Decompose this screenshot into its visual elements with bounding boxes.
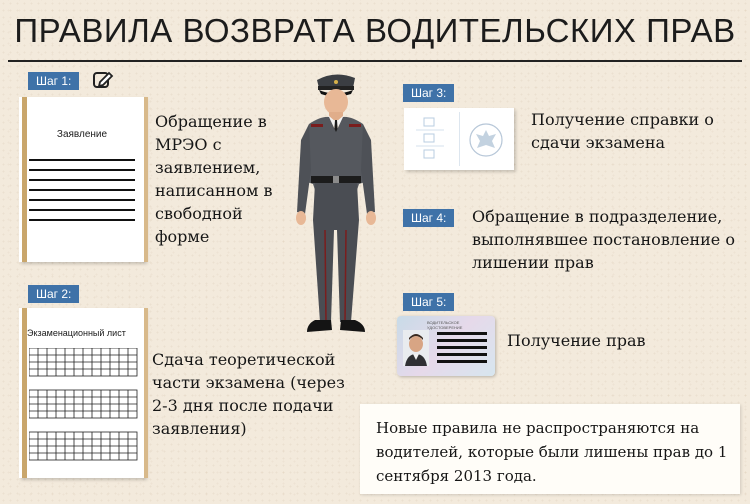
step-4-badge: Шаг 4: [403, 209, 454, 227]
application-document [19, 97, 145, 262]
step-5-badge: Шаг 5: [403, 293, 454, 311]
step-3-badge: Шаг 3: [403, 84, 454, 102]
certificate-stamp-marks [416, 116, 444, 162]
page-title: ПРАВИЛА ВОЗВРАТА ВОДИТЕЛЬСКИХ ПРАВ [14, 12, 736, 49]
eagle-emblem-icon [468, 122, 504, 158]
license-photo [403, 330, 429, 366]
step-2-text: Сдача теоретической части экзамена (через 2-3 дня после подачи заявления) [152, 350, 345, 438]
application-title: Заявление [56, 129, 108, 140]
step-5-text: Получение прав [507, 331, 646, 350]
exam-sheet-title: Экзаменационный лист [27, 328, 126, 338]
license-text-lines [437, 332, 487, 363]
title-divider [8, 60, 742, 62]
step-2-badge: Шаг 2: [28, 285, 79, 303]
note-text: Новые правила не распространяются на водителей, которые были лишены прав до 1 сентября 2013 года. [376, 419, 728, 485]
step-1-badge: Шаг 1: [28, 72, 79, 90]
edit-icon [92, 70, 114, 90]
exam-sheet-document [19, 308, 145, 478]
license-header: ВОДИТЕЛЬСКОЕ УДОСТОВЕРЕНИЕ [427, 320, 463, 330]
note-box [360, 404, 740, 494]
police-officer-illustration [285, 70, 385, 338]
application-lines [29, 159, 135, 222]
exam-sheet-grid [29, 348, 139, 470]
step-1-text: Обращение в МРЭО с заявлением, написанном в свободной форме [155, 112, 273, 246]
driver-license-card [397, 316, 495, 376]
step-4-text: Обращение в подразделение, выполнявшее постановление о лишении прав [472, 207, 735, 272]
step-3-text: Получение справки о сдачи экзамена [531, 110, 714, 152]
certificate-document [404, 108, 514, 170]
